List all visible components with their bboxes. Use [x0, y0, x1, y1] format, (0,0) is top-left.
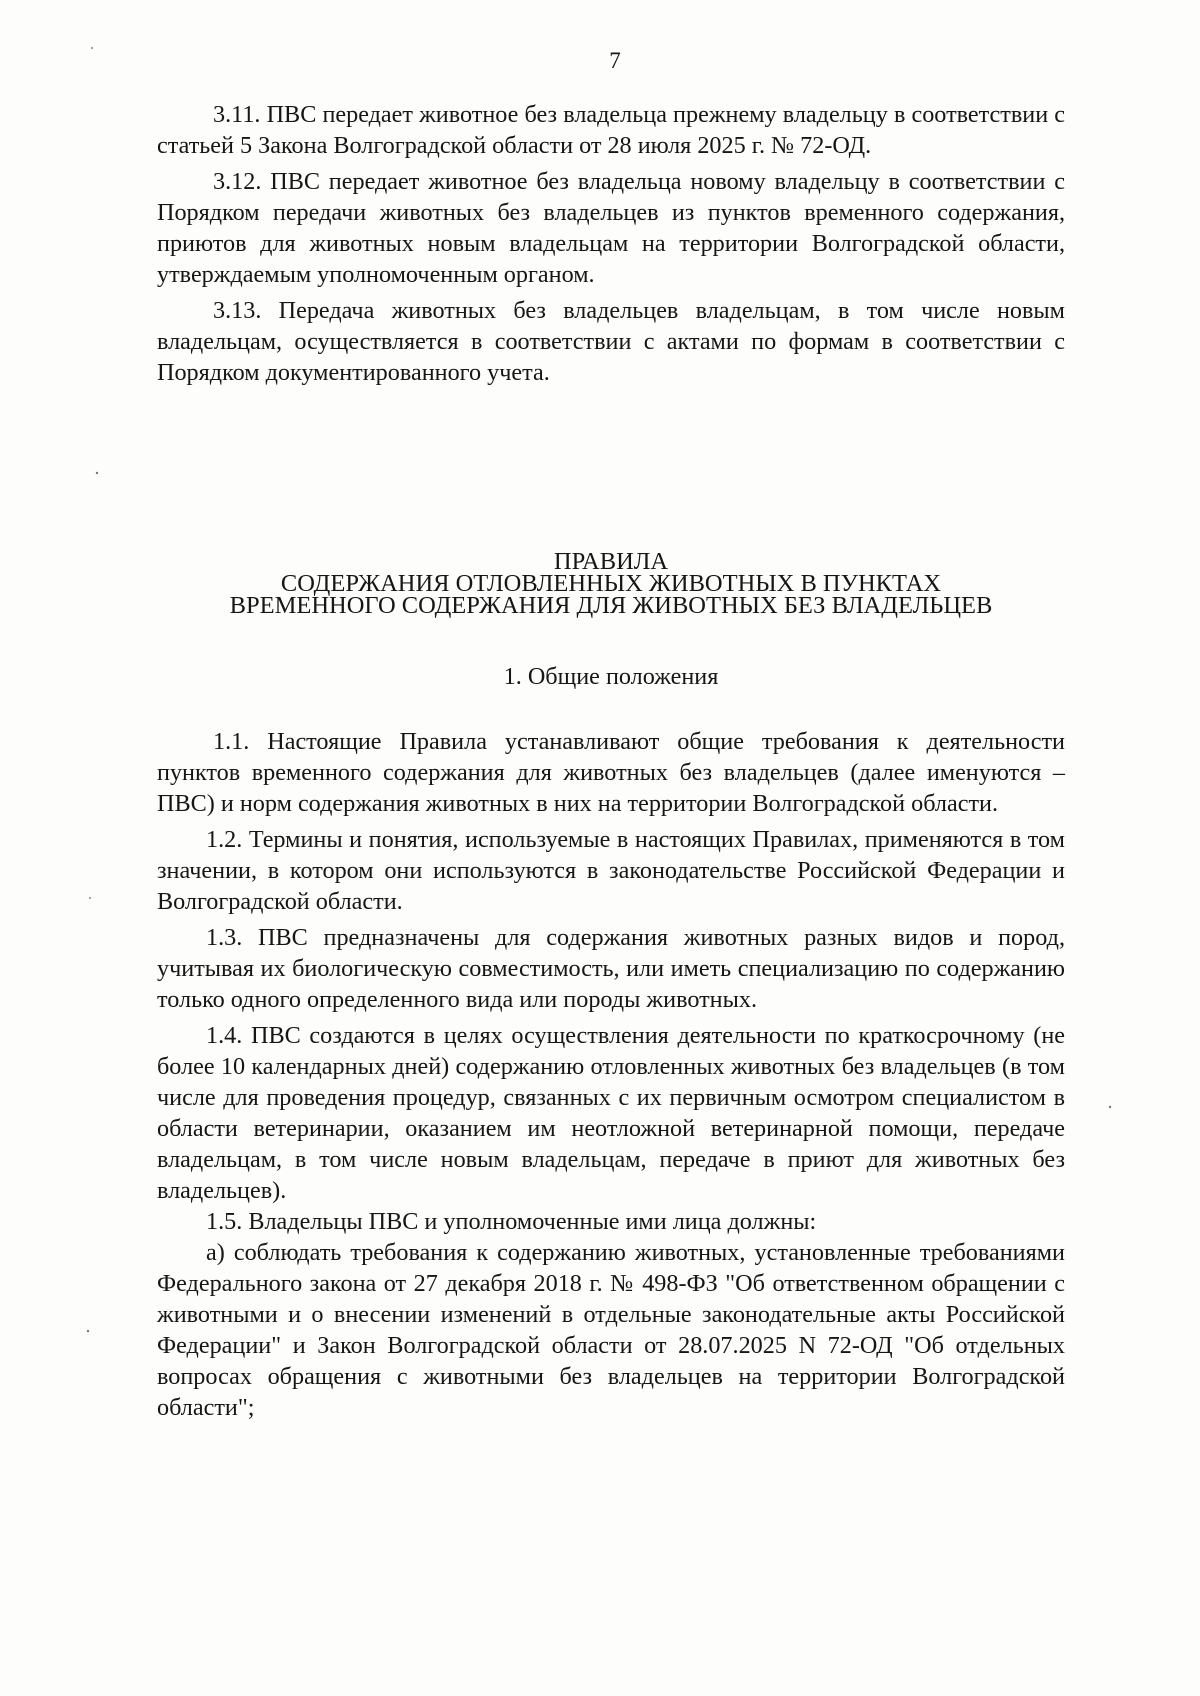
paragraph-1-3: 1.3. ПВС предназначены для содержания животных разных видов и пород, учитывая их биологическую совместимость, или иметь специализацию по содержанию только одного определенного вида или породы животных.: [157, 924, 1065, 1013]
title-line-3: ВРЕМЕННОГО СОДЕРЖАНИЯ ДЛЯ ЖИВОТНЫХ БЕЗ ВЛАДЕЛЬЦЕВ: [229, 592, 993, 619]
paragraph-1-2: 1.2. Термины и понятия, используемые в настоящих Правилах, применяются в том значении, в котором они используются в законодательстве Российской Федерации и Волгоградской области.: [157, 826, 1065, 915]
paragraph-1-5-a: а) соблюдать требования к содержанию животных, установленные требованиями Федерального закона от 27 декабря 2018 г. № 498-ФЗ "Об ответственном обращении с животными и о внесении изменений в отдельные законодательные акты Российской Федерации" и Закон Волгоградской области от 28.07.2025 N 72-ОД "Об отдельных вопросах обращения с животными без владельцев на территории Волгоградской области";: [157, 1239, 1065, 1421]
title-line-2: СОДЕРЖАНИЯ ОТЛОВЛЕННЫХ ЖИВОТНЫХ В ПУНКТАХ: [280, 570, 942, 597]
paragraph-3-12: 3.12. ПВС передает животное без владельца новому владельцу в соответствии с Порядком передачи животных без владельцев из пунктов временного содержания, приютов для животных новым владельцам на территории Волгоградской области, утверждаемым уполномоченным органом.: [157, 168, 1065, 288]
paragraph-1-1: 1.1. Настоящие Правила устанавливают общие требования к деятельности пунктов временного содержания для животных без владельцев (далее именуются – ПВС) и норм содержания животных в них на территории Волгоградской области.: [157, 728, 1065, 817]
paragraph-3-13: 3.13. Передача животных без владельцев владельцам, в том числе новым владельцам, осуществляется в соответствии с актами по формам в соответствии с Порядком документированного учета.: [157, 297, 1065, 386]
title-line-1: ПРАВИЛА: [553, 548, 669, 575]
paragraph-1-4: 1.4. ПВС создаются в целях осуществления деятельности по краткосрочному (не более 10 календарных дней) содержанию отловленных животных без владельцев (в том числе для проведения процедур, связанных с их первичным осмотром специалистом в области ветеринарии, оказанием им неотложной ветеринарной помощи, передаче владельцам, в том числе новым владельцам, передаче в приют для животных без владельцев).: [157, 1022, 1065, 1204]
paragraph-1-5: 1.5. Владельцы ПВС и уполномоченные ими лица должны:: [206, 1208, 817, 1235]
page-number: 7: [609, 48, 621, 73]
section-heading: 1. Общие положения: [503, 663, 719, 690]
paragraph-3-11: 3.11. ПВС передает животное без владельца прежнему владельцу в соответствии с статьей 5 Закона Волгоградской области от 28 июля 2025 г. № 72-ОД.: [157, 101, 1065, 159]
